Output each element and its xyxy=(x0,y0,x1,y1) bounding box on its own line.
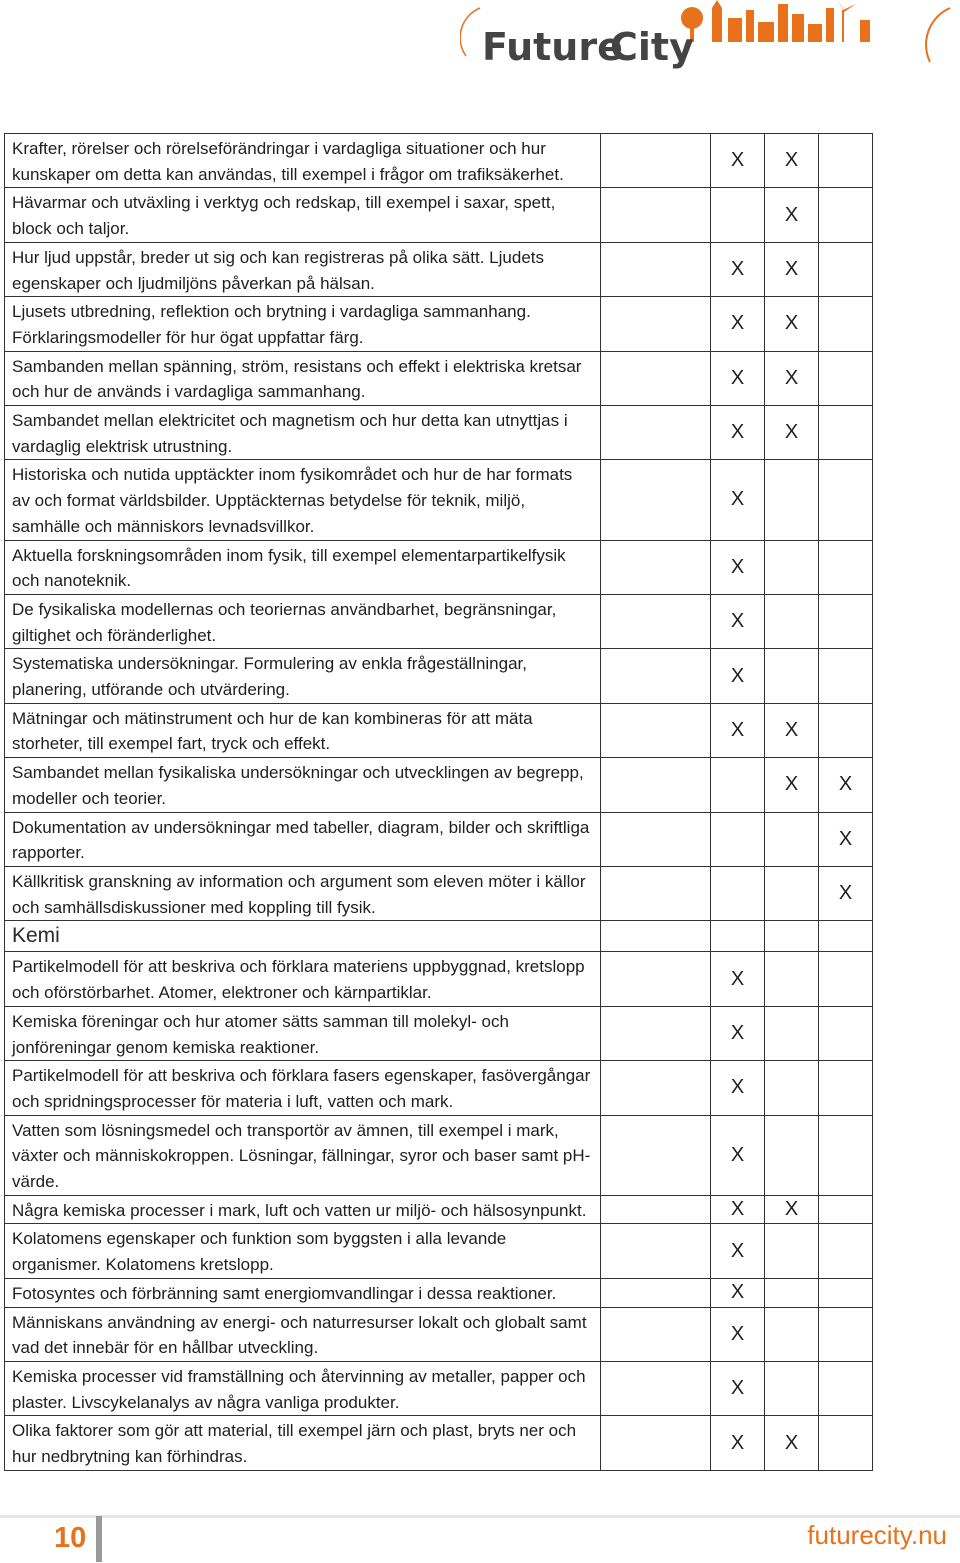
mark-cell xyxy=(819,921,873,952)
topic-text: Krafter, rörelser och rörelseförändringar i vardagliga situationer och hur kunskaper om detta kan användas, till exempel i frågor om trafiksäkerhet. xyxy=(5,134,601,188)
table-row xyxy=(5,812,873,866)
mark-cell: X xyxy=(765,351,819,405)
mark-cell xyxy=(711,188,765,242)
mark-cell: X xyxy=(765,1195,819,1224)
mark-cell xyxy=(765,1307,819,1361)
mark-cell: X xyxy=(711,242,765,296)
topic-text: Ljusets utbredning, reflektion och brytning i vardagliga sammanhang. Förklaringsmodeller för hur ögat uppfattar färg. xyxy=(5,297,601,351)
future-city-logo xyxy=(460,0,960,70)
mark-cell: X xyxy=(765,297,819,351)
mark-cell: X xyxy=(711,460,765,540)
mark-cell xyxy=(819,1006,873,1060)
topic-text: Fotosyntes och förbränning samt energiomvandlingar i dessa reaktioner. xyxy=(5,1278,601,1307)
topic-text: Kolatomens egenskaper och funktion som byggsten i alla levande organismer. Kolatomens kretslopp. xyxy=(5,1224,601,1278)
table-row xyxy=(5,1115,873,1195)
mark-cell: X xyxy=(711,703,765,757)
mark-cell xyxy=(765,1006,819,1060)
mark-cell: X xyxy=(765,1416,819,1470)
topic-text: Sambanden mellan spänning, ström, resistans och effekt i elektriska kretsar och hur de används i vardagliga sammanhang. xyxy=(5,351,601,405)
mark-cell xyxy=(601,351,711,405)
topic-text: Kemiska processer vid framställning och återvinning av metaller, papper och plaster. Livscykelanalys av några vanliga produkter. xyxy=(5,1361,601,1415)
mark-cell xyxy=(819,188,873,242)
table-row xyxy=(5,952,873,1006)
mark-cell xyxy=(819,134,873,188)
topic-text: Historiska och nutida upptäckter inom fysikområdet och hur de har formats av och format världsbilder. Upptäckternas betydelse för teknik, miljö, samhälle och människors levnadsvillkor. xyxy=(5,460,601,540)
mark-cell xyxy=(765,1224,819,1278)
mark-cell xyxy=(601,1278,711,1307)
section-row xyxy=(5,921,873,952)
mark-cell: X xyxy=(711,540,765,594)
mark-cell: X xyxy=(711,594,765,648)
table-row xyxy=(5,1278,873,1307)
mark-cell: X xyxy=(711,1361,765,1415)
mark-cell xyxy=(601,134,711,188)
mark-cell xyxy=(765,649,819,703)
table-row xyxy=(5,406,873,460)
topic-text: Olika faktorer som gör att material, till exempel järn och plast, bryts ner och hur nedbrytning kan förhindras. xyxy=(5,1416,601,1470)
mark-cell xyxy=(601,649,711,703)
topic-text: Människans användning av energi- och naturresurser lokalt och globalt samt vad det innebär för en hållbar utveckling. xyxy=(5,1307,601,1361)
mark-cell: X xyxy=(819,866,873,920)
topic-text: Sambandet mellan fysikaliska undersökningar och utvecklingen av begrepp, modeller och teorier. xyxy=(5,758,601,812)
table-row xyxy=(5,1061,873,1115)
table-row xyxy=(5,242,873,296)
mark-cell xyxy=(711,758,765,812)
topic-text: Systematiska undersökningar. Formulering av enkla frågeställningar, planering, utförande och utvärdering. xyxy=(5,649,601,703)
table-row xyxy=(5,540,873,594)
mark-cell xyxy=(601,1224,711,1278)
mark-cell xyxy=(601,242,711,296)
svg-text:City: City xyxy=(610,25,694,69)
mark-cell xyxy=(601,1307,711,1361)
mark-cell xyxy=(765,952,819,1006)
mark-cell xyxy=(819,1061,873,1115)
topic-text: Hur ljud uppstår, breder ut sig och kan registreras på olika sätt. Ljudets egenskaper och ljudmiljöns påverkan på hälsan. xyxy=(5,242,601,296)
topic-text: Partikelmodell för att beskriva och förklara fasers egenskaper, fasövergångar och spridningsprocesser för materia i luft, vatten och mark. xyxy=(5,1061,601,1115)
mark-cell xyxy=(765,1361,819,1415)
mark-cell xyxy=(819,351,873,405)
mark-cell xyxy=(711,921,765,952)
table-row xyxy=(5,703,873,757)
mark-cell xyxy=(601,758,711,812)
mark-cell xyxy=(819,703,873,757)
mark-cell: X xyxy=(711,406,765,460)
mark-cell xyxy=(601,1195,711,1224)
page-number: 10 xyxy=(54,1522,87,1554)
website-link[interactable]: futurecity.nu xyxy=(807,1520,947,1550)
table-row xyxy=(5,758,873,812)
mark-cell xyxy=(601,460,711,540)
topic-text: Några kemiska processer i mark, luft och vatten ur miljö- och hälsosynpunkt. xyxy=(5,1195,601,1224)
mark-cell xyxy=(601,540,711,594)
mark-cell xyxy=(601,952,711,1006)
mark-cell xyxy=(765,540,819,594)
mark-cell: X xyxy=(765,406,819,460)
footer-divider xyxy=(0,1515,960,1518)
mark-cell xyxy=(601,921,711,952)
mark-cell: X xyxy=(711,1307,765,1361)
mark-cell xyxy=(765,594,819,648)
mark-cell xyxy=(765,460,819,540)
mark-cell xyxy=(601,812,711,866)
mark-cell xyxy=(601,1006,711,1060)
mark-cell: X xyxy=(711,1061,765,1115)
mark-cell xyxy=(819,1416,873,1470)
mark-cell xyxy=(819,649,873,703)
mark-cell xyxy=(819,1224,873,1278)
table-row xyxy=(5,866,873,920)
mark-cell xyxy=(601,1115,711,1195)
mark-cell: X xyxy=(765,703,819,757)
mark-cell: X xyxy=(765,134,819,188)
mark-cell: X xyxy=(711,1006,765,1060)
mark-cell xyxy=(601,406,711,460)
mark-cell: X xyxy=(819,758,873,812)
mark-cell xyxy=(711,866,765,920)
topic-text: Partikelmodell för att beskriva och förklara materiens uppbyggnad, kretslopp och oförstörbarhet. Atomer, elektroner och kärnpartiklar. xyxy=(5,952,601,1006)
mark-cell: X xyxy=(711,1416,765,1470)
mark-cell xyxy=(819,406,873,460)
mark-cell xyxy=(601,1361,711,1415)
page-number-bar xyxy=(96,1516,102,1562)
mark-cell: X xyxy=(819,812,873,866)
topic-text: Dokumentation av undersökningar med tabeller, diagram, bilder och skriftliga rapporter. xyxy=(5,812,601,866)
mark-cell xyxy=(711,812,765,866)
table-row xyxy=(5,649,873,703)
mark-cell xyxy=(819,1278,873,1307)
topic-text: Sambandet mellan elektricitet och magnetism och hur detta kan utnyttjas i vardaglig elektrisk utrustning. xyxy=(5,406,601,460)
table-row xyxy=(5,1006,873,1060)
mark-cell xyxy=(601,594,711,648)
table-row xyxy=(5,1224,873,1278)
mark-cell: X xyxy=(711,1115,765,1195)
mark-cell xyxy=(601,297,711,351)
mark-cell xyxy=(819,952,873,1006)
mark-cell xyxy=(819,1361,873,1415)
mark-cell: X xyxy=(711,952,765,1006)
topic-text: Hävarmar och utväxling i verktyg och redskap, till exempel i saxar, spett, block och taljor. xyxy=(5,188,601,242)
topic-text: Mätningar och mätinstrument och hur de kan kombineras för att mäta storheter, till exempel fart, tryck och effekt. xyxy=(5,703,601,757)
mark-cell: X xyxy=(765,242,819,296)
curriculum-table xyxy=(4,133,872,1471)
topic-text: De fysikaliska modellernas och teoriernas användbarhet, begränsningar, giltighet och föränderlighet. xyxy=(5,594,601,648)
mark-cell xyxy=(819,594,873,648)
mark-cell: X xyxy=(711,1195,765,1224)
table-row xyxy=(5,460,873,540)
topic-text: Källkritisk granskning av information och argument som eleven möter i källor och samhällsdiskussioner med koppling till fysik. xyxy=(5,866,601,920)
mark-cell xyxy=(601,1416,711,1470)
mark-cell xyxy=(819,297,873,351)
table-row xyxy=(5,594,873,648)
mark-cell xyxy=(765,812,819,866)
mark-cell: X xyxy=(711,297,765,351)
mark-cell xyxy=(819,1115,873,1195)
mark-cell xyxy=(819,242,873,296)
mark-cell xyxy=(601,703,711,757)
mark-cell xyxy=(765,921,819,952)
mark-cell xyxy=(819,1195,873,1224)
mark-cell xyxy=(765,866,819,920)
mark-cell xyxy=(601,866,711,920)
mark-cell xyxy=(601,1061,711,1115)
mark-cell: X xyxy=(711,1278,765,1307)
mark-cell: X xyxy=(711,351,765,405)
table-row xyxy=(5,134,873,188)
table-row xyxy=(5,1416,873,1470)
mark-cell xyxy=(819,540,873,594)
mark-cell xyxy=(765,1061,819,1115)
table-row xyxy=(5,1195,873,1224)
table-row xyxy=(5,351,873,405)
table-row xyxy=(5,297,873,351)
table-row xyxy=(5,1361,873,1415)
mark-cell: X xyxy=(711,134,765,188)
svg-text:Future: Future xyxy=(482,25,623,69)
mark-cell: X xyxy=(765,758,819,812)
mark-cell xyxy=(765,1115,819,1195)
mark-cell xyxy=(819,460,873,540)
mark-cell xyxy=(819,1307,873,1361)
topic-text: Vatten som lösningsmedel och transportör av ämnen, till exempel i mark, växter och människokroppen. Lösningar, fällningar, syror och baser samt pH-värde. xyxy=(5,1115,601,1195)
mark-cell xyxy=(601,188,711,242)
mark-cell: X xyxy=(711,1224,765,1278)
table-row xyxy=(5,1307,873,1361)
section-heading: Kemi xyxy=(5,921,601,952)
table-row xyxy=(5,188,873,242)
topic-text: Kemiska föreningar och hur atomer sätts samman till molekyl- och jonföreningar genom kemiska reaktioner. xyxy=(5,1006,601,1060)
mark-cell: X xyxy=(711,649,765,703)
topic-text: Aktuella forskningsområden inom fysik, till exempel elementarpartikelfysik och nanoteknik. xyxy=(5,540,601,594)
mark-cell xyxy=(765,1278,819,1307)
mark-cell: X xyxy=(765,188,819,242)
